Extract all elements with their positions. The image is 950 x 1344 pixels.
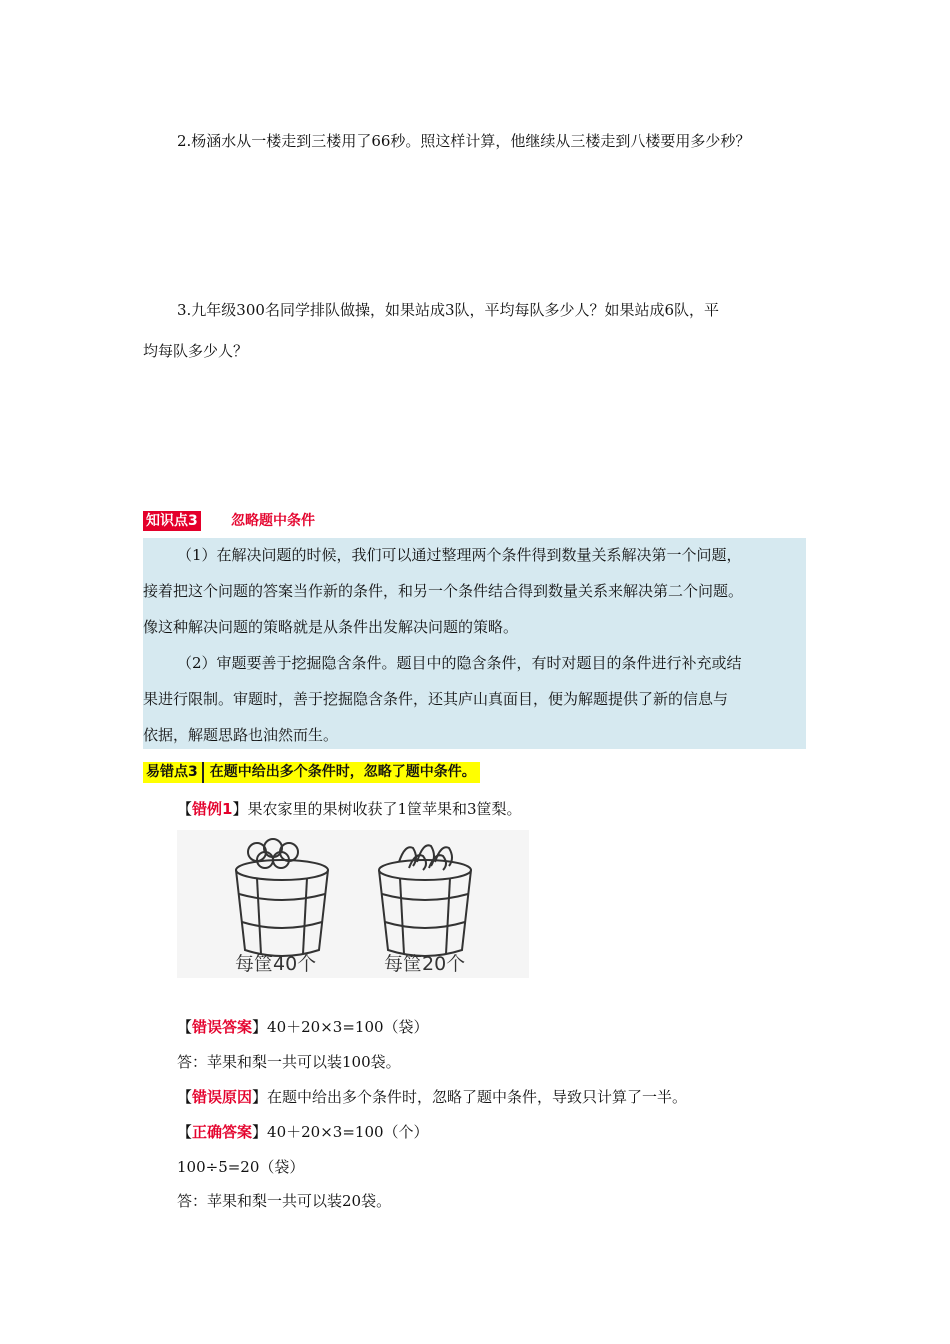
example-text: 果农家里的果树收获了1筐苹果和3筐梨。 [247, 800, 522, 818]
question-3-line-2: 均每队多少人？ [143, 342, 249, 360]
wrong-answer-label: 错误答案 [192, 1018, 253, 1036]
knowledge-line: 接着把这个问题的答案当作新的条件，和另一个条件结合得到数量关系来解决第二个问题。 [143, 582, 744, 600]
question-2: 2.杨涵水从一楼走到三楼用了66秒。照这样计算，他继续从三楼走到八楼要用多少秒？ [177, 132, 751, 150]
wrong-answer-reply: 答：苹果和梨一共可以装100袋。 [177, 1053, 401, 1071]
wrong-answer-line: 【错误答案】40＋20×3=100（袋） [177, 1018, 429, 1036]
knowledge-line: 依据，解题思路也油然而生。 [143, 726, 339, 744]
example-label: 错例1 [192, 800, 233, 818]
reason-line: 【错误原因】在题中给出多个条件时，忽略了题中条件，导致只计算了一半。 [177, 1088, 688, 1106]
knowledge-line: 果进行限制。审题时，善于挖掘隐含条件，还其庐山真面目，便为解题提供了新的信息与 [143, 690, 729, 708]
mistake-point-title: 在题中给出多个条件时，忽略了题中条件。 [209, 764, 476, 780]
wrong-answer-text: 40＋20×3=100（袋） [267, 1018, 429, 1036]
knowledge-line: （2）审题要善于挖掘隐含条件。题目中的隐含条件，有时对题目的条件进行补充或结 [177, 654, 742, 672]
baskets-svg [177, 830, 529, 978]
correct-answer-step-2: 100÷5=20（袋） [177, 1158, 305, 1176]
pear-basket-icon [379, 845, 471, 956]
question-3-line-1: 3.九年级300名同学排队做操，如果站成3队，平均每队多少人？如果站成6队，平 [177, 301, 720, 319]
reason-text: 在题中给出多个条件时，忽略了题中条件，导致只计算了一半。 [267, 1088, 688, 1106]
knowledge-line: 像这种解决问题的策略就是从条件出发解决问题的策略。 [143, 618, 519, 636]
baskets-illustration [177, 830, 529, 978]
apple-basket-icon [236, 839, 328, 956]
correct-answer-line: 【正确答案】40＋20×3=100（个） [177, 1123, 429, 1141]
knowledge-box [143, 538, 806, 749]
mistake-point-tag: 易错点3 [143, 762, 204, 783]
knowledge-line: （1）在解决问题的时候，我们可以通过整理两个条件得到数量关系解决第一个问题， [177, 546, 742, 564]
correct-answer-label: 正确答案 [192, 1123, 253, 1141]
basket-2-label: 每筐20个 [384, 953, 466, 975]
knowledge-point-tag: 知识点3 [143, 511, 201, 531]
reason-label: 错误原因 [192, 1088, 253, 1106]
mistake-point-bar [143, 762, 480, 783]
correct-answer-text: 40＋20×3=100（个） [267, 1123, 429, 1141]
basket-1-label: 每筐40个 [235, 953, 317, 975]
example-line: 【错例1】果农家里的果树收获了1筐苹果和3筐梨。 [177, 800, 522, 818]
correct-answer-reply: 答：苹果和梨一共可以装20袋。 [177, 1192, 392, 1210]
knowledge-point-title: 忽略题中条件 [231, 513, 315, 529]
